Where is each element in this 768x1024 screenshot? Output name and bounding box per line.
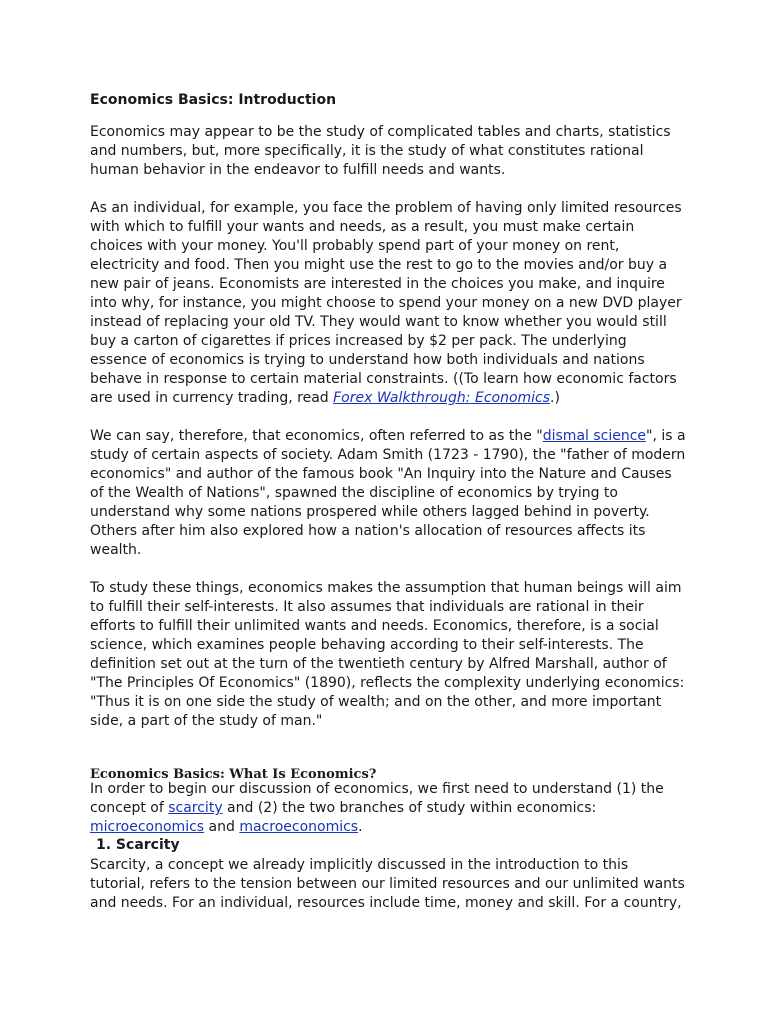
intro-paragraph-3 — [90, 427, 686, 560]
microeconomics-link[interactable]: microeconomics — [90, 819, 205, 835]
paragraph-text: and — [204, 819, 240, 835]
paragraph-text: In order to begin our discussion of economics, we first need to understand (1) the concept of — [90, 781, 664, 816]
intro-paragraph-2 — [90, 199, 686, 408]
what-is-economics-heading: Economics Basics: What Is Economics? — [90, 767, 377, 782]
paragraph-text: and (2) the two branches of study within economics: — [222, 800, 597, 816]
dismal-science-link[interactable]: dismal science — [542, 428, 647, 444]
macroeconomics-link[interactable]: macroeconomics — [239, 819, 359, 835]
paragraph-text: We can say, therefore, that economics, often referred to as the " — [90, 428, 543, 444]
scarcity-paragraph: Scarcity, a concept we already implicitly discussed in the introduction to this tutorial, refers to the tension between our limited resources and our unlimited wants and needs. For an individual, resources include time, money and skill. For a country, — [90, 857, 685, 911]
scarcity-link[interactable]: scarcity — [168, 800, 223, 816]
paragraph-text: ", is a study of certain aspects of society. Adam Smith (1723 - 1790), the "father of modern economics" and author of the famous book "An Inquiry into the Nature and Causes of the Wealth of Nations", spawned the discipline of economics by trying to understand why some nations prospered while others lagged behind in poverty. Others after him also explored how a nation's allocation of resources affects its wealth. — [90, 428, 686, 558]
intro-paragraph-1: Economics may appear to be the study of complicated tables and charts, statistics and numbers, but, more specifically, it is the study of what constitutes rational human behavior in the endeavor to fulfill needs and wants. — [90, 124, 671, 178]
paragraph-text: As an individual, for example, you face the problem of having only limited resources with which to fulfill your wants and needs, as a result, you must make certain choices with your money. You'll probably spend part of your money on rent, electricity and food. Then you might use the rest to go to the movies and/or buy a new pair of jeans. Economists are interested in the choices you make, and inquire into why, for instance, you might choose to spend your money on a new DVD player instead of replacing your old TV. They would want to know whether you would still buy a carton of cigarettes if prices increased by $2 per pack. The underlying essence of economics is trying to understand how both individuals and nations behave in response to certain material constraints. ((To learn how economic factors are used in currency trading, read — [90, 200, 682, 406]
forex-walkthrough-link[interactable]: Forex Walkthrough: Economics — [333, 390, 551, 406]
scarcity-heading: 1. Scarcity — [96, 837, 180, 853]
paragraph-text: . — [358, 819, 363, 835]
intro-paragraph-4: To study these things, economics makes the assumption that human beings will aim to fulfill their self-interests. It also assumes that individuals are rational in their efforts to fulfill their unlimited wants and needs. Economics, therefore, is a social science, which examines people behaving according to their self-interests. The definition set out at the turn of the twentieth century by Alfred Marshall, author of "The Principles Of Economics" (1890), reflects the complexity underlying economics: "Thus it is on one side the study of wealth; and on the other, and more important side, a part of the study of man." — [90, 580, 685, 729]
what-is-paragraph — [90, 780, 686, 837]
intro-heading: Economics Basics: Introduction — [90, 92, 337, 108]
paragraph-text: .) — [550, 390, 560, 406]
